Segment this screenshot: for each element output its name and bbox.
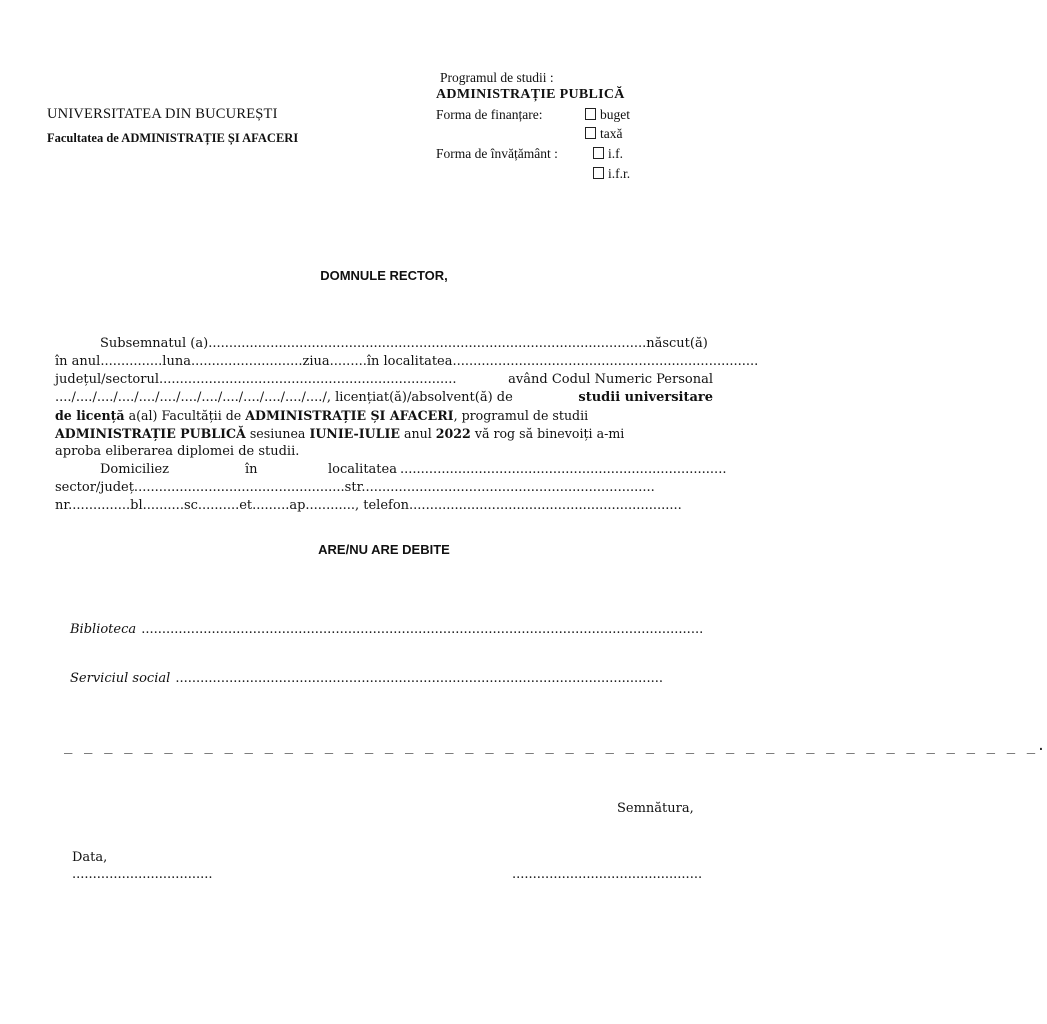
body-line-9[interactable]: sector/județ...................................................str....................................................................... (55, 480, 655, 495)
faculty-name: Facultatea de ADMINISTRAȚIE ȘI AFACERI (47, 131, 299, 145)
funding-option-label: buget (600, 107, 630, 122)
checkbox-icon[interactable] (593, 147, 604, 159)
study-form-option-label: i.f.r. (608, 166, 631, 181)
library-label: Biblioteca (70, 622, 137, 637)
checkbox-icon[interactable] (593, 167, 604, 179)
library-row (70, 618, 704, 637)
checkbox-icon[interactable] (585, 127, 596, 139)
funding-option-label: taxă (600, 126, 623, 141)
study-form-option-label: i.f. (608, 146, 623, 161)
body-line-5: de licență a(al) Facultății de ADMINISTRAȚIE ȘI AFACERI, programul de studii (55, 408, 589, 423)
funding-option-taxa[interactable] (585, 126, 623, 142)
signature-label: Semnătura, (617, 801, 694, 816)
social-field[interactable]: ...................................................................................................................... (175, 671, 663, 686)
body-line-2[interactable]: în anul...............luna...........................ziua.........în localitatea.......................................................................... (55, 354, 759, 369)
cnp-field[interactable]: ..../..../..../..../..../..../..../..../..../..../..../..../..../ (55, 390, 327, 405)
county-field[interactable]: ........................................................................ (159, 372, 457, 387)
study-form-option-ifr[interactable] (593, 166, 630, 182)
program-value: ADMINISTRAȚIE PUBLICĂ (436, 87, 625, 102)
body-line-10[interactable]: nr...............bl..........sc..........et.........ap............, telefon.................................................................. (55, 498, 682, 513)
debts-title: ARE/NU ARE DEBITE (318, 542, 450, 557)
social-label: Serviciul social (70, 671, 171, 686)
address-field[interactable]: ............................................................................... (400, 462, 727, 477)
study-form-label: Forma de învățământ : (436, 146, 558, 161)
body-line-7: aproba eliberarea diplomei de studii. (55, 444, 300, 459)
request-title: DOMNULE RECTOR, (320, 268, 448, 283)
social-row (70, 667, 690, 686)
date-label: Data, (72, 850, 108, 865)
library-field[interactable]: ........................................................................................................................................ (141, 622, 704, 637)
university-name: UNIVERSITATEA DIN BUCUREȘTI (47, 106, 278, 122)
program-label: Programul de studii : (440, 70, 554, 85)
separator-line: _ _ _ _ _ _ _ _ _ _ _ _ _ _ _ _ _ _ _ _ _ _ _ _ _ _ _ _ _ _ _ _ _ _ _ _ _ _ _ _ _ _ _ _ _ _ _ _ _. (64, 738, 1047, 754)
checkbox-icon[interactable] (585, 108, 596, 120)
signature-field[interactable]: .............................................. (512, 867, 703, 882)
funding-option-buget[interactable] (585, 107, 630, 123)
body-line-8: Domiciliez în localitatea ............................................................................... (100, 462, 727, 477)
study-form-option-if[interactable] (593, 146, 623, 162)
date-field[interactable]: .................................. (72, 867, 213, 882)
body-line-6: ADMINISTRAȚIE PUBLICĂ sesiunea IUNIE-IULIE anul 2022 vă rog să binevoiți a-mi (55, 426, 625, 441)
name-field[interactable]: .......................................................................................................... (208, 336, 647, 351)
funding-label: Forma de finanțare: (436, 107, 543, 122)
body-line-4: ..../..../..../..../..../..../..../..../..../..../..../..../..../, licențiat(ă)/absolvent(ă) de studii universitare (55, 390, 713, 405)
body-line-1: Subsemnatul (a)..........................................................................................................născut(ă) (100, 336, 708, 351)
body-line-3: județul/sectorul........................................................................ având Codul Numeric Personal (55, 372, 713, 387)
